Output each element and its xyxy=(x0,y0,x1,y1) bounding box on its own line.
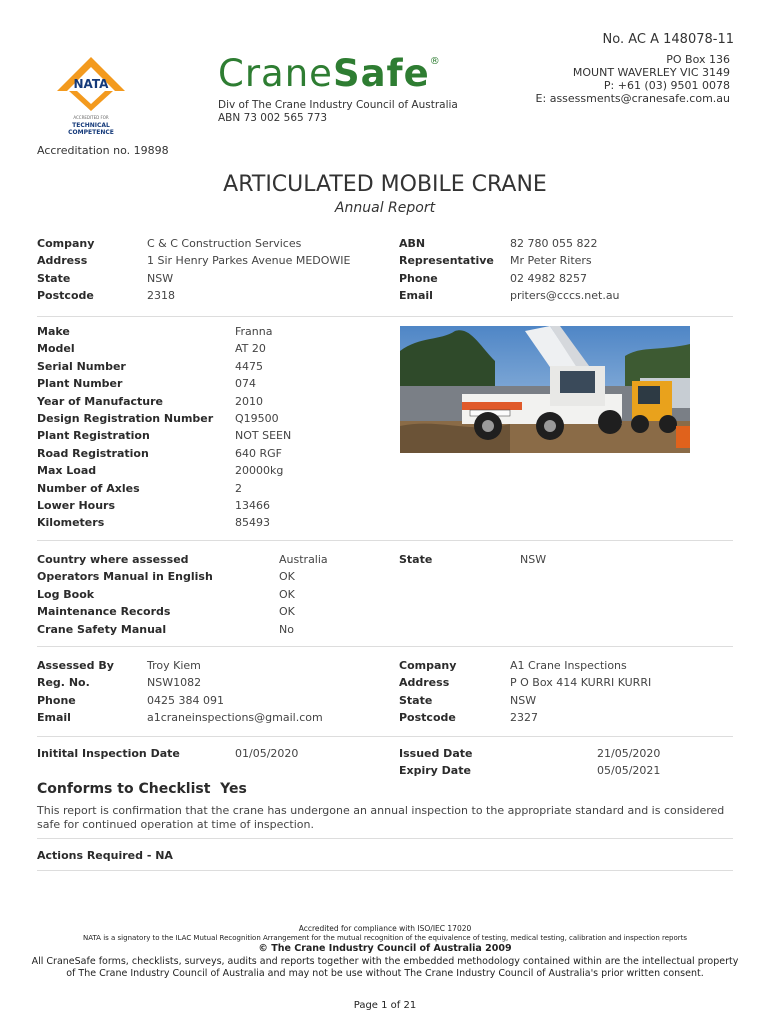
field-label: Plant Registration xyxy=(37,429,150,443)
initial-date-label-col xyxy=(37,745,180,762)
brand-light: Crane xyxy=(218,52,333,95)
field-label: Number of Axles xyxy=(37,481,140,495)
field-label: Country where assessed xyxy=(37,553,189,566)
footer-copyright: © The Crane Industry Council of Australia 2009 xyxy=(258,943,512,954)
field-label: Road Registration xyxy=(37,446,149,460)
footer-ip-notice: All CraneSafe forms, checklists, surveys, audits and reports together with the embedded methodology contained within are the intellectual property of The Crane Industry Council of Australia and may not be use without The Crane Industry Council of Australia's prior written consent. xyxy=(31,956,739,979)
field-label: Phone xyxy=(399,271,438,285)
footer-accreditation: Accredited for compliance with ISO/IEC 17020 xyxy=(298,924,472,933)
field-label: Postcode xyxy=(399,711,456,725)
field-label: Max Load xyxy=(37,464,97,478)
assessor-address: P O Box 414 KURRI KURRI xyxy=(510,676,652,690)
nata-competence-text xyxy=(55,122,127,136)
issued-date-label: Issued Date xyxy=(399,747,473,760)
field-label: Email xyxy=(399,289,433,303)
divider xyxy=(37,540,733,541)
assessment-maintenance: OK xyxy=(279,605,295,619)
assessment-operators-manual: OK xyxy=(279,570,295,584)
divider xyxy=(37,870,733,871)
owner-email: priters@cccs.net.au xyxy=(510,289,620,303)
assessor-email: a1craneinspections@gmail.com xyxy=(147,711,323,725)
field-label: Log Book xyxy=(37,587,95,601)
assessment-labels xyxy=(37,551,213,638)
divider xyxy=(37,316,733,317)
owner-representative: Mr Peter Riters xyxy=(510,254,592,268)
contact-email: E: assessments@cranesafe.com.au xyxy=(535,92,730,105)
field-label: Representative xyxy=(399,254,494,268)
nata-logo xyxy=(55,55,127,140)
crane-road-reg: 640 RGF xyxy=(235,446,282,460)
divider xyxy=(37,646,733,647)
contact-suburb: MOUNT WAVERLEY VIC 3149 xyxy=(572,66,730,79)
assessor-phone: 0425 384 091 xyxy=(147,693,224,707)
field-label: Lower Hours xyxy=(37,499,116,513)
field-label: Operators Manual in English xyxy=(37,570,213,584)
owner-state: NSW xyxy=(147,271,174,285)
contact-block xyxy=(536,53,730,105)
assessment-state-label xyxy=(399,551,432,568)
assessor-company: A1 Crane Inspections xyxy=(510,659,627,672)
owner-address: 1 Sir Henry Parkes Avenue MEDOWIE xyxy=(147,254,351,268)
crane-model: AT 20 xyxy=(235,342,266,356)
owner-phone: 02 4982 8257 xyxy=(510,271,587,285)
field-label: Year of Manufacture xyxy=(37,394,164,408)
initial-inspection-label: Initital Inspection Date xyxy=(37,747,180,760)
crane-plant-number: 074 xyxy=(235,377,256,391)
assessor-values xyxy=(147,657,323,727)
actions-required: Actions Required - NA xyxy=(37,849,173,862)
crane-photo xyxy=(400,326,690,453)
field-label: Reg. No. xyxy=(37,676,90,690)
assessment-state: NSW xyxy=(520,553,547,566)
divider xyxy=(37,736,733,737)
brand-subtitle xyxy=(218,99,458,125)
field-label: Address xyxy=(37,254,88,268)
accreditation-number: Accreditation no. 19898 xyxy=(37,144,169,157)
contact-po-box: PO Box 136 xyxy=(666,53,730,66)
crane-kilometers: 85493 xyxy=(235,516,270,530)
field-label: Address xyxy=(399,676,450,690)
page-number: Page 1 of 21 xyxy=(353,1000,417,1011)
issued-date: 21/05/2020 xyxy=(597,747,661,760)
crane-axles: 2 xyxy=(235,481,242,495)
divider xyxy=(37,838,733,839)
field-label: Phone xyxy=(37,693,76,707)
assessment-values xyxy=(279,551,328,638)
field-label: State xyxy=(37,271,71,285)
owner-values-2 xyxy=(510,235,620,305)
field-label: Crane Safety Manual xyxy=(37,622,167,636)
nata-technical: TECHNICAL xyxy=(72,122,110,129)
issued-expiry-values xyxy=(597,745,660,780)
nata-competence: COMPETENCE xyxy=(68,129,114,136)
field-label: State xyxy=(399,553,433,566)
owner-abn: 82 780 055 822 xyxy=(510,237,598,250)
owner-labels-2 xyxy=(399,235,494,305)
crane-labels xyxy=(37,323,213,532)
field-label: Make xyxy=(37,325,70,338)
crane-make: Franna xyxy=(235,325,273,338)
assessor-labels-2 xyxy=(399,657,456,727)
nata-accredited-text: ACCREDITED FOR xyxy=(73,115,109,120)
assessor-values-2 xyxy=(510,657,651,727)
field-label: Plant Number xyxy=(37,377,123,391)
field-label: Design Registration Number xyxy=(37,412,214,426)
field-label: Company xyxy=(37,237,95,250)
field-label: Email xyxy=(37,711,71,725)
field-label: Maintenance Records xyxy=(37,605,171,619)
field-label: Company xyxy=(399,659,457,672)
expiry-date: 05/05/2021 xyxy=(597,764,661,778)
assessor-name: Troy Kiem xyxy=(147,659,201,672)
field-label: Kilometers xyxy=(37,516,105,530)
assessment-safety-manual: No xyxy=(279,622,294,636)
crane-hours: 13466 xyxy=(235,499,270,513)
contact-phone: P: +61 (03) 9501 0078 xyxy=(603,79,730,92)
brand-bold: Safe xyxy=(332,52,430,95)
field-label: Assessed By xyxy=(37,659,114,672)
assessor-reg-no: NSW1082 xyxy=(147,676,202,690)
conforms-text: Conforms to Checklist Yes xyxy=(37,781,247,797)
report-subtitle: Annual Report xyxy=(334,200,436,216)
assessor-state: NSW xyxy=(510,693,537,707)
assessment-state-value xyxy=(520,551,546,568)
confirmation-text: This report is confirmation that the crane has undergone an annual inspection to the appropriate standard and is considered safe for continued operation at time of inspection. xyxy=(37,804,725,831)
owner-values xyxy=(147,235,350,305)
crane-values xyxy=(235,323,291,532)
report-title: ARTICULATED MOBILE CRANE xyxy=(223,172,547,197)
nata-logo-text: NATA xyxy=(73,77,109,91)
crane-year: 2010 xyxy=(235,394,263,408)
brand-abn-line: ABN 73 002 565 773 xyxy=(218,112,328,124)
assessment-log-book: OK xyxy=(279,587,295,601)
crane-plant-reg: NOT SEEN xyxy=(235,429,292,443)
field-label: ABN xyxy=(399,237,426,250)
conforms-heading xyxy=(37,781,247,797)
expiry-date-label: Expiry Date xyxy=(399,764,471,778)
crane-max-load: 20000kg xyxy=(235,464,284,478)
owner-company: C & C Construction Services xyxy=(147,237,302,250)
crane-design-reg: Q19500 xyxy=(235,412,279,426)
field-label: State xyxy=(399,693,433,707)
assessor-postcode: 2327 xyxy=(510,711,538,725)
brand-registered: ® xyxy=(429,56,441,67)
field-label: Postcode xyxy=(37,289,94,303)
initial-inspection-date: 01/05/2020 xyxy=(235,747,299,760)
field-label: Serial Number xyxy=(37,359,126,373)
field-label: Model xyxy=(37,342,75,356)
initial-date-value-col xyxy=(235,745,298,762)
assessor-labels xyxy=(37,657,114,727)
document-number: No. AC A 148078-11 xyxy=(602,32,734,47)
footer-ilac: NATA is a signatory to the ILAC Mutual Recognition Arrangement for the mutual recognition of the equivalence of testing, medical testing, calibration and inspection reports xyxy=(82,934,688,942)
crane-serial: 4475 xyxy=(235,359,263,373)
issued-expiry-labels xyxy=(399,745,472,780)
crane-photo-image xyxy=(400,326,690,453)
cranesafe-logo xyxy=(218,52,441,95)
assessment-country: Australia xyxy=(279,553,328,566)
owner-labels xyxy=(37,235,94,305)
brand-div-line: Div of The Crane Industry Council of Australia xyxy=(218,99,458,111)
owner-postcode: 2318 xyxy=(147,289,175,303)
